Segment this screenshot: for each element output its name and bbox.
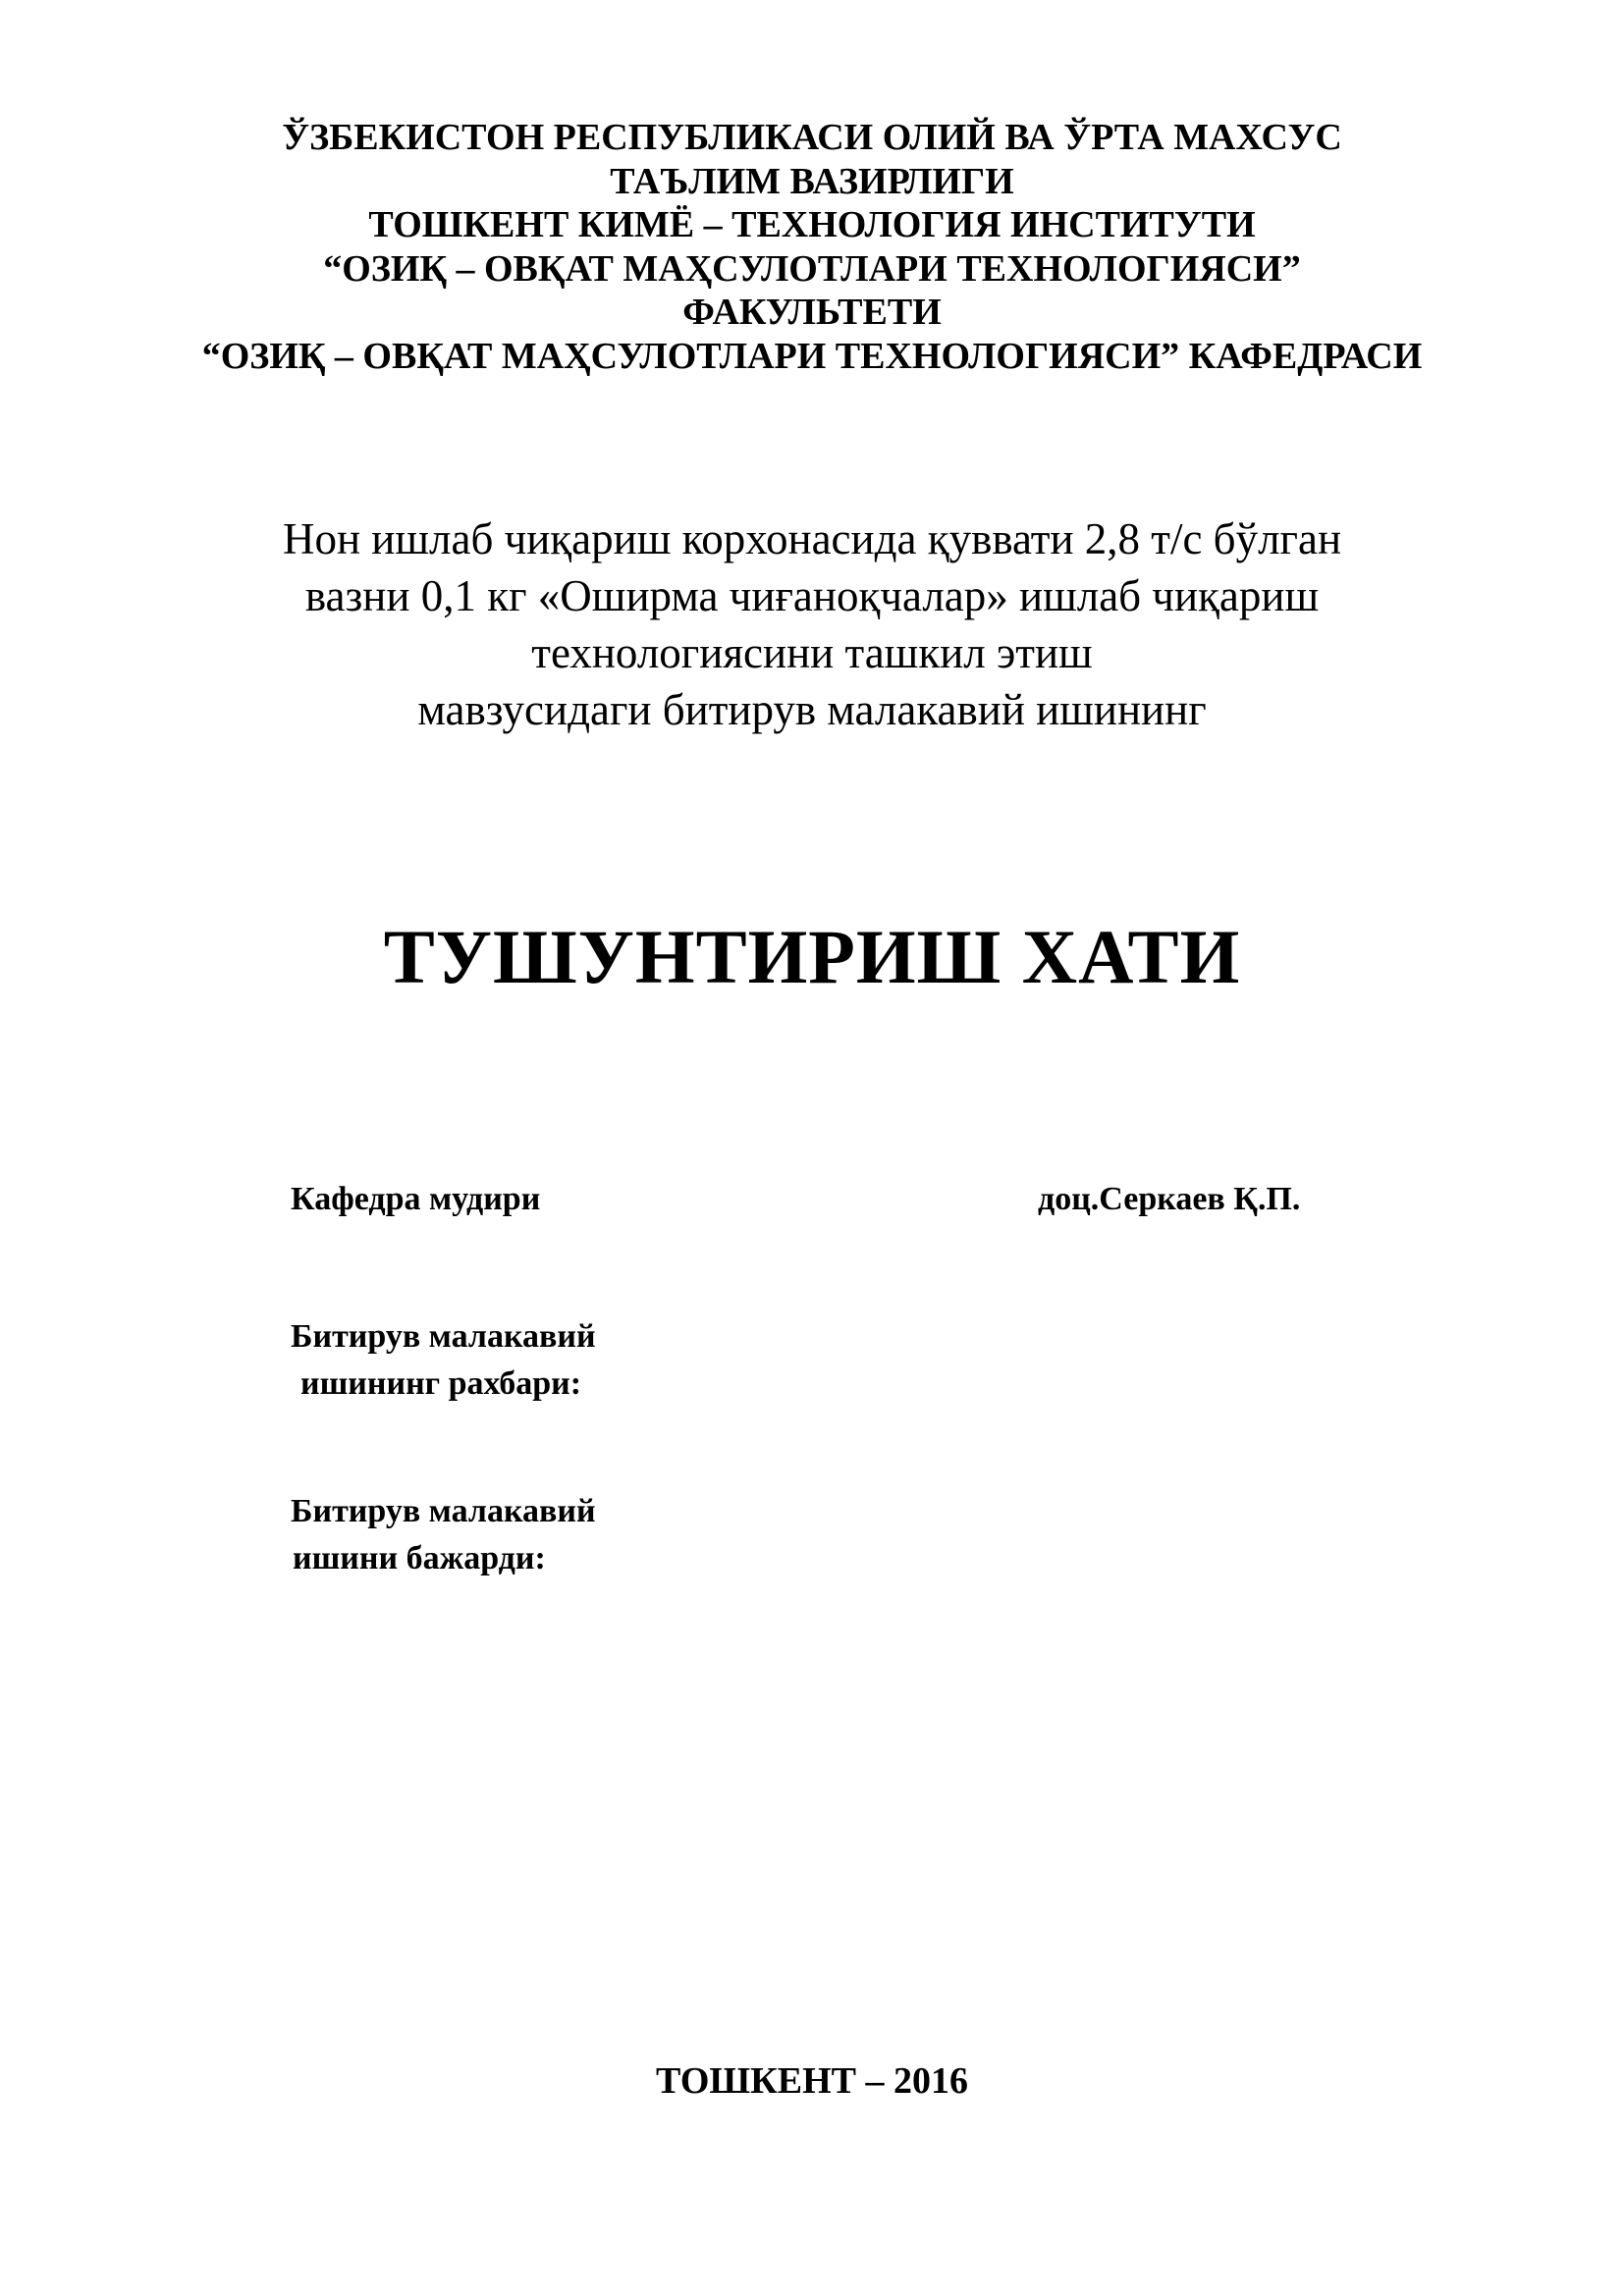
student-label-line-1: Битирув малакавий	[291, 1493, 596, 1529]
thesis-topic	[0, 510, 1624, 738]
faculty-label: ФАКУЛЬТЕТИ	[682, 292, 942, 333]
ministry-line-2: ТАЪЛИМ ВАЗИРЛИГИ	[610, 160, 1014, 202]
advisor-label-line-1: Битирув малакавий	[291, 1318, 596, 1355]
ministry-line-1: ЎЗБЕКИСТОН РЕСПУБЛИКАСИ ОЛИЙ ВА ЎРТА МАХСУС	[282, 117, 1342, 158]
topic-line: мавзусидаги битирув малакавий ишининг	[417, 685, 1207, 734]
topic-line: Нон ишлаб чиқариш корхонасида қуввати 2,8 т/с бўлган	[282, 514, 1342, 563]
topic-line: вазни 0,1 кг «Оширма чиғаноқчалар» ишлаб чиқариш	[304, 571, 1320, 620]
department-name: “ОЗИҚ – ОВҚАТ МАҲСУЛОТЛАРИ ТЕХНОЛОГИЯСИ” КАФЕДРАСИ	[201, 335, 1423, 377]
advisor-label	[291, 1313, 596, 1408]
department-head-name	[1038, 1176, 1300, 1223]
document-title: ТУШУНТИРИШ ХАТИ	[383, 914, 1241, 999]
student-label	[291, 1488, 596, 1582]
institution-header	[0, 116, 1624, 378]
student-label-line-2: ишини бажарди:	[293, 1540, 546, 1576]
topic-line: технологиясини ташкил этиш	[531, 628, 1093, 677]
department-head-label	[291, 1176, 540, 1223]
department-head-label-text: Кафедра мудири	[291, 1181, 541, 1217]
advisor-label-line-2: ишининг рахбари:	[300, 1365, 582, 1402]
faculty-name: “ОЗИҚ – ОВҚАТ МАҲСУЛОТЛАРИ ТЕХНОЛОГИЯСИ”	[323, 247, 1301, 290]
place-year: ТОШКЕНТ – 2016	[656, 2060, 968, 2102]
institute-name: ТОШКЕНТ КИМЁ – ТЕХНОЛОГИЯ ИНСТИТУТИ	[368, 204, 1256, 245]
department-head-name-text: доц.Серкаев Қ.П.	[1038, 1181, 1301, 1217]
